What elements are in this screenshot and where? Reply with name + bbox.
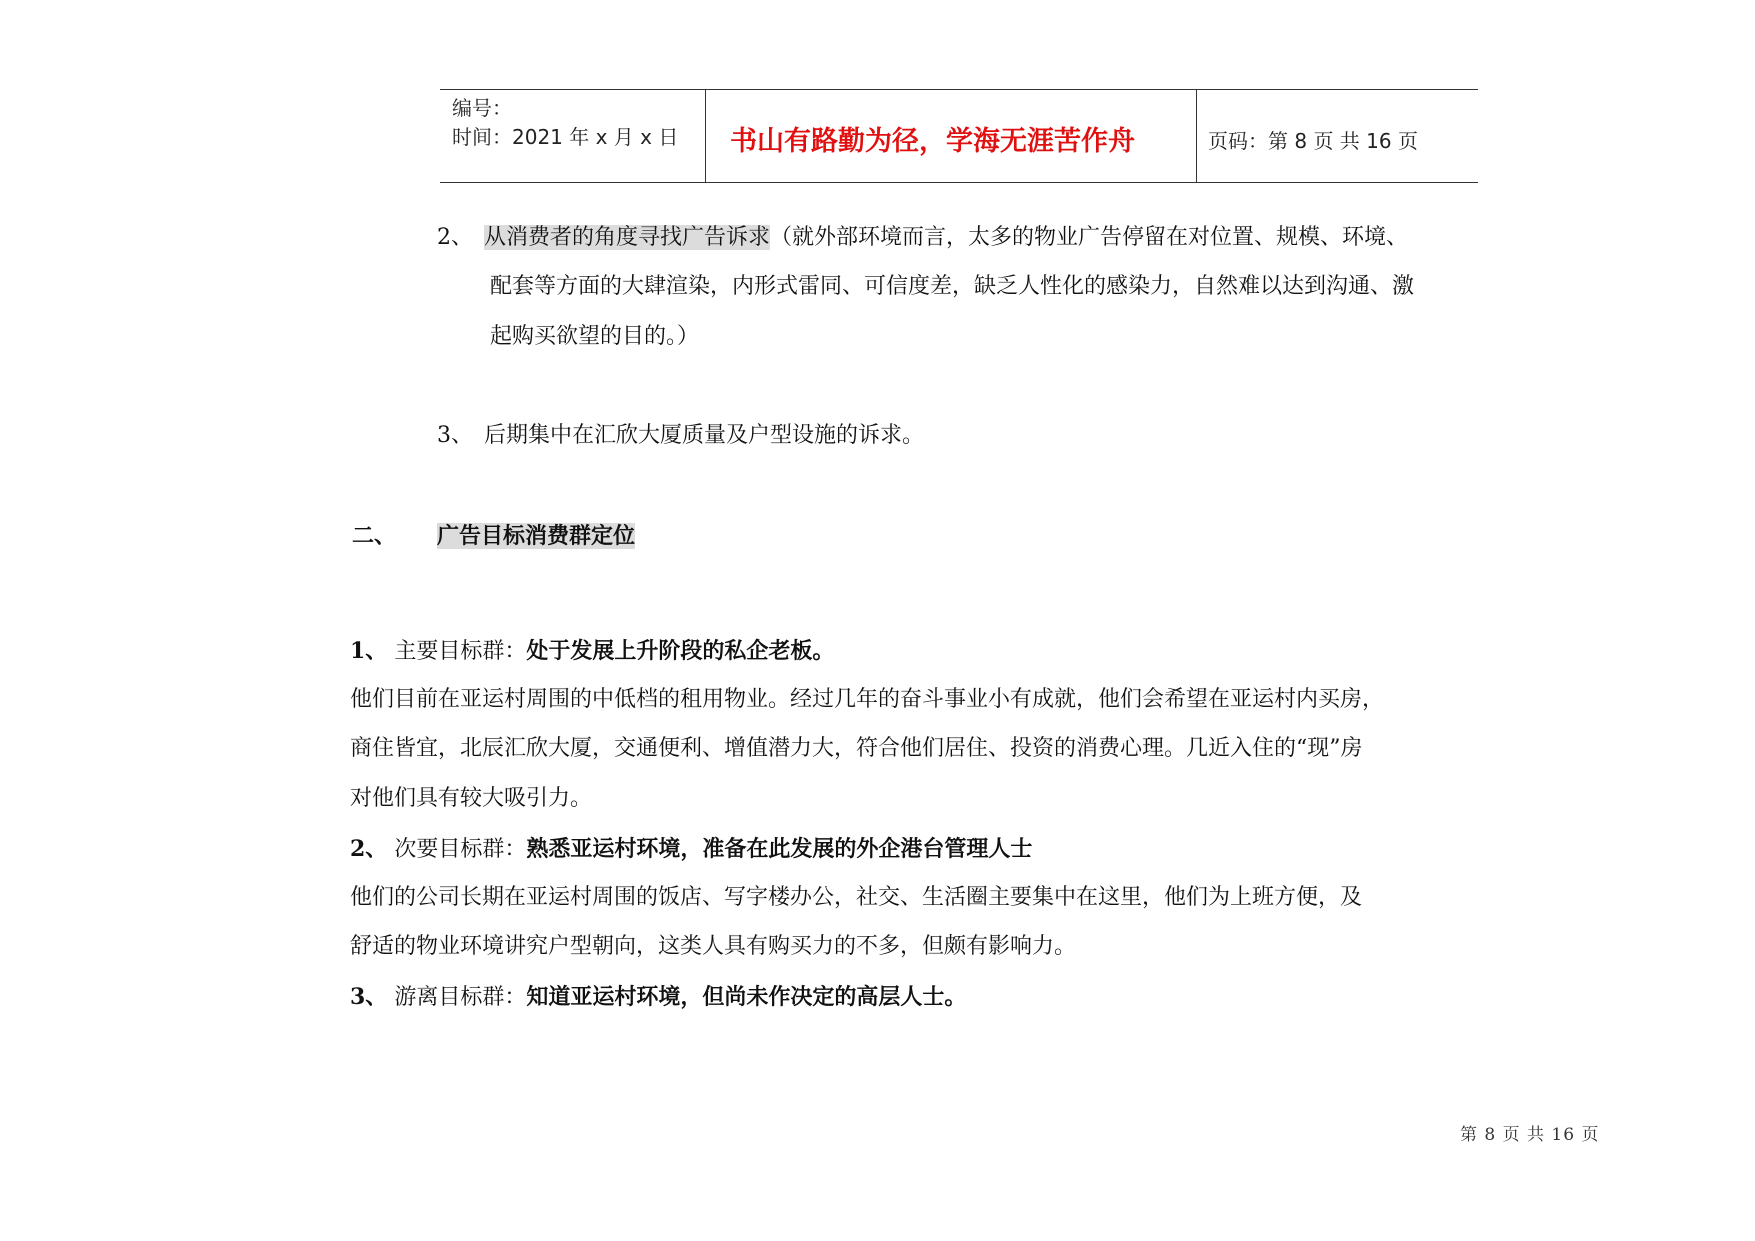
list-item-line-1 [484,226,1408,250]
target-group-heading [350,639,834,664]
page-footer: 第 8 页 共 16 页 [1460,1125,1600,1145]
header-top-border [440,89,1478,90]
header-divider-right [1196,89,1197,182]
target-group-number: 3、 [350,984,388,1010]
highlighted-phrase: 从消费者的角度寻找广告诉求 [484,225,771,250]
section-number: 二、 [352,523,397,549]
target-group-desc: 知道亚运村环境，但尚未作决定的高层人士。 [526,984,967,1010]
list-item-line-3: 起购买欲望的目的。） [490,324,700,349]
section-title-text: 广告目标消费群定位 [437,523,636,549]
target-group-desc: 处于发展上升阶段的私企老板。 [526,638,835,664]
document-time-label: 时间：2021 年 x 月 x 日 [452,125,679,149]
paragraph-line: 对他们具有较大吸引力。 [350,786,593,811]
header-page-info: 页码：第 8 页 共 16 页 [1208,129,1418,153]
target-group-number: 1、 [350,638,388,664]
paragraph-line: 他们目前在亚运村周围的中低档的租用物业。经过几年的奋斗事业小有成就，他们会希望在亚运村内买房， [350,687,1385,712]
list-item-number: 3、 [437,423,473,448]
list-item-text: 后期集中在汇欣大厦质量及户型设施的诉求。 [484,423,925,448]
header-divider-left [705,89,706,182]
document-number-label: 编号： [452,96,512,120]
header-bottom-border [440,182,1478,183]
target-group-label: 次要目标群： [394,837,527,862]
target-group-heading [350,985,966,1010]
target-group-number: 2、 [350,836,388,862]
target-group-label: 主要目标群： [394,639,527,664]
target-group-label: 游离目标群： [394,985,527,1010]
paragraph-line: 他们的公司长期在亚运村周围的饭店、写字楼办公，社交、生活圈主要集中在这里，他们为上班方便，及 [350,885,1363,910]
list-item-number: 2、 [437,225,473,250]
paragraph-line: 舒适的物业环境讲究户型朝向，这类人具有购买力的不多，但颇有影响力。 [350,934,1077,959]
target-group-desc: 熟悉亚运村环境，准备在此发展的外企港台管理人士 [526,836,1033,862]
list-item-line-2: 配套等方面的大肆渲染，内形式雷同、可信度差，缺乏人性化的感染力，自然难以达到沟通、激 [490,274,1415,299]
section-title [437,524,635,548]
target-group-heading [350,837,1032,862]
list-item-text: （就外部环境而言，太多的物业广告停留在对位置、规模、环境、 [770,225,1409,250]
header-motto: 书山有路勤为径，学海无涯苦作舟 [730,126,1135,157]
paragraph-line: 商住皆宜，北辰汇欣大厦，交通便利、增值潜力大，符合他们居住、投资的消费心理。几近入住的“现”房 [350,736,1363,761]
